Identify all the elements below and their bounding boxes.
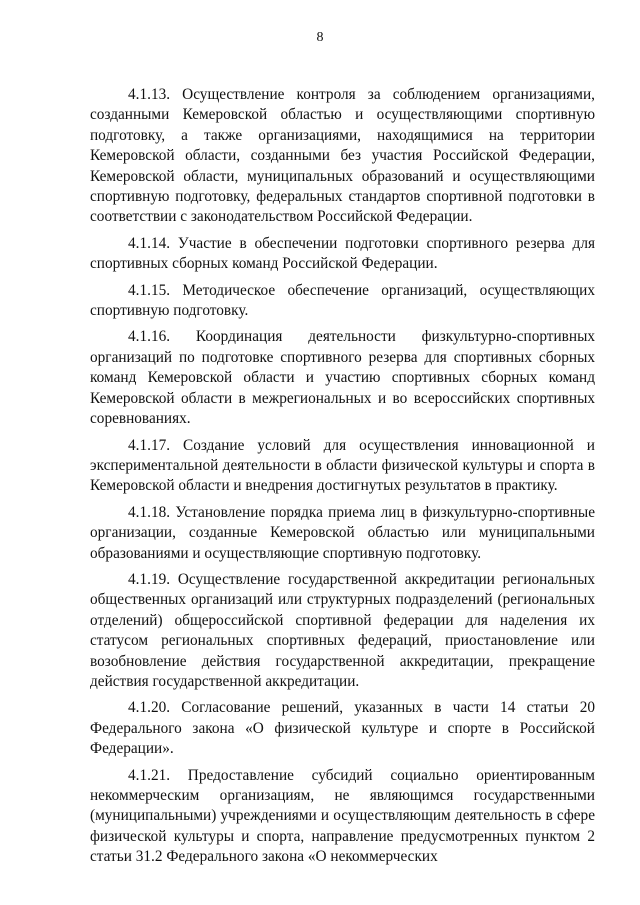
paragraph-4-1-13: 4.1.13. Осуществление контроля за соблюдением организациями, созданными Кемеровской областью и осуществляющими спортивную подготовку, а также организациями, находящимися на территории Кемеровской области, созданными без участия Российской Федерации, Кемеровской области, муниципальных образований и осуществляющими спортивную подготовку, федеральных стандартов спортивной подготовки в соответствии с законодательством Российской Федерации. [90, 86, 595, 226]
paragraph-4-1-21: 4.1.21. Предоставление субсидий социально ориентированным некоммерческим организациям, не являющимся государственными (муниципальными) учреждениями и осуществляющим деятельность в сфере физической культуры и спорта, направление предусмотренных пунктом 2 статьи 31.2 Федерального закона «О некоммерческих [90, 766, 595, 866]
document-body [90, 85, 595, 874]
paragraph-4-1-18: 4.1.18. Установление порядка приема лиц в физкультурно-спортивные организации, созданные Кемеровской областью или муниципальными образованиями и осуществляющие спортивную подготовку. [90, 503, 595, 562]
paragraph-4-1-19: 4.1.19. Осуществление государственной аккредитации региональных общественных организаций или структурных подразделений (региональных отделений) общероссийской спортивной федерации для наделения их статусом региональных спортивных федераций, приостановление или возобновление действия государственной аккредитации, прекращение действия государственной аккредитации. [90, 570, 595, 690]
paragraph-4-1-20: 4.1.20. Согласование решений, указанных в части 14 статьи 20 Федерального закона «О физической культуре и спорте в Российской Федерации». [90, 699, 595, 758]
page-number: 8 [316, 30, 324, 45]
paragraph-4-1-16: 4.1.16. Координация деятельности физкультурно-спортивных организаций по подготовке спортивного резерва для спортивных сборных команд Кемеровской области и участию спортивных сборных команд Кемеровской области в межрегиональных и во всероссийских спортивных соревнованиях. [90, 328, 595, 428]
paragraph-4-1-15: 4.1.15. Методическое обеспечение организаций, осуществляющих спортивную подготовку. [90, 281, 595, 320]
paragraph-4-1-17: 4.1.17. Создание условий для осуществления инновационной и экспериментальной деятельности в области физической культуры и спорта в Кемеровской области и внедрения достигнутых результатов в практику. [90, 436, 595, 495]
paragraph-4-1-14: 4.1.14. Участие в обеспечении подготовки спортивного резерва для спортивных сборных команд Российской Федерации. [90, 234, 595, 273]
